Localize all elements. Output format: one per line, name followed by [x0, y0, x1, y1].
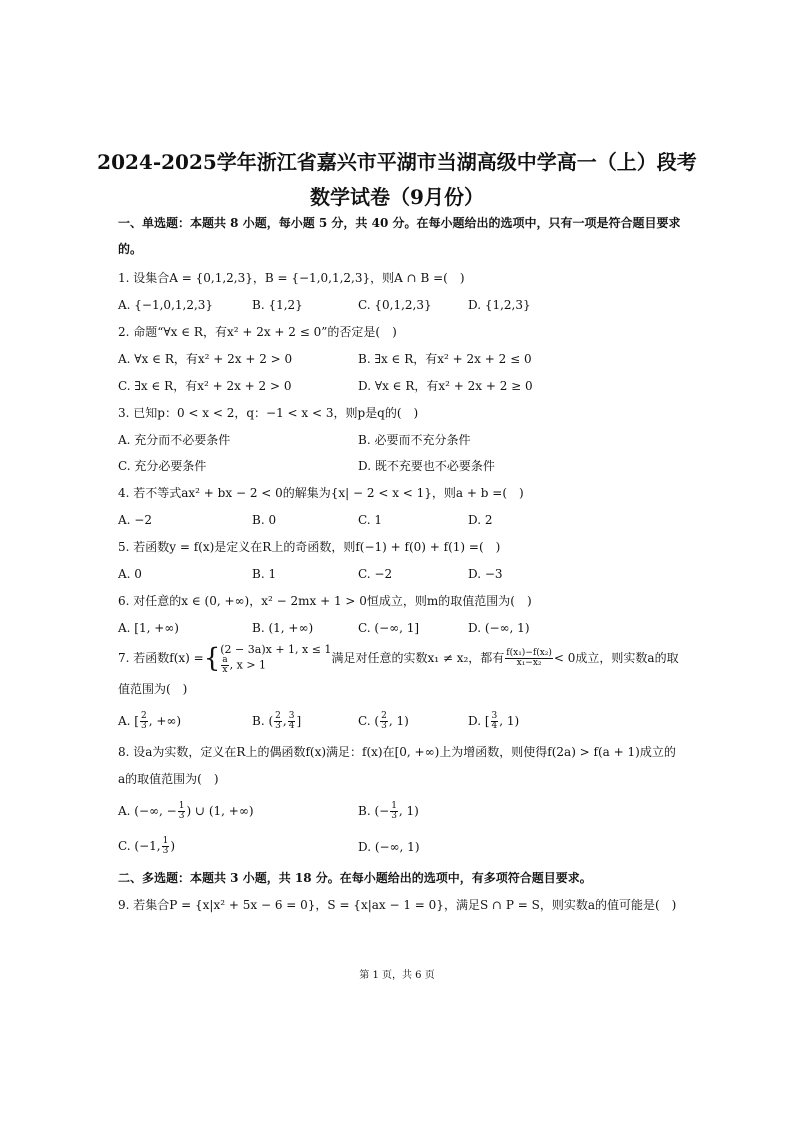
q8-a-den: 3: [178, 811, 185, 821]
q7-b-pre: B. (: [252, 714, 274, 728]
q3-option-c: C. 充分必要条件: [118, 459, 207, 473]
q7-b-den1: 3: [275, 721, 281, 731]
q8-c-num: 1: [162, 836, 169, 846]
q8-option-b: [358, 802, 419, 821]
q7-c-den: 3: [381, 721, 387, 731]
q2-option-a: A. ∀x ∈ R，有x² + 2x + 2 > 0: [118, 352, 293, 366]
q7-stem-line2: 值范围为( ): [118, 682, 188, 696]
q7-c-num: 2: [381, 711, 387, 721]
q7-b-num1: 2: [275, 711, 281, 721]
q8-a-post: ) ∪ (1, +∞): [186, 804, 254, 818]
q8-b-frac: [390, 802, 398, 821]
q7-piece2-frac: [221, 656, 228, 675]
page-footer: 第 1 页，共 6 页: [359, 970, 435, 981]
q7-stem: [118, 642, 679, 675]
page-title: 2024-2025学年浙江省嘉兴市平湖市当湖高级中学高一（上）段考: [97, 150, 697, 174]
q5-stem: 5. 若函数y = f(x)是定义在R上的奇函数，则f(−1) + f(0) + f(1) =( ): [118, 540, 501, 554]
q7-d-den: 4: [491, 721, 498, 731]
q4-option-c: C. 1: [358, 513, 383, 527]
q1-option-b: B. {1,2}: [252, 298, 303, 312]
q7-d-frac: [491, 712, 499, 731]
q7-stem-mid: 满足对任意的实数x₁ ≠ x₂，都有: [331, 651, 505, 665]
q8-c-frac: [162, 837, 170, 856]
q2-option-b: B. ∃x ∈ R，有x² + 2x + 2 ≤ 0: [358, 352, 532, 366]
q7-stem-tail: < 0成立，则实数a的取: [553, 651, 679, 665]
q7-b-post: ]: [296, 714, 302, 728]
q6-option-b: B. (1, +∞): [252, 621, 314, 635]
section1-heading: 一、单选题：本题共 8 小题，每小题 5 分，共 40 分。在每小题给出的选项中，只有一项是符合题目要求: [118, 216, 681, 230]
q7-frac-den: x₁−x₂: [516, 658, 542, 668]
q7-option-b: [252, 712, 301, 731]
q6-option-c: C. (−∞, 1]: [358, 621, 420, 635]
q7-d-pre: D. [: [468, 714, 490, 728]
q7-b-num2: 3: [288, 711, 295, 721]
q9-stem: 9. 若集合P = {x|x² + 5x − 6 = 0}，S = {x|ax − 1 = 0}，满足S ∩ P = S，则实数a的值可能是( ): [118, 898, 677, 912]
q6-stem: 6. 对任意的x ∈ (0, +∞)，x² − 2mx + 1 > 0恒成立，则m的取值范围为( ): [118, 594, 532, 608]
q8-b-den: 3: [391, 811, 397, 821]
section2-heading: 二、多选题：本题共 3 小题，共 18 分。在每小题给出的选项中，有多项符合题目要求。: [118, 871, 592, 885]
q8-option-a: [118, 802, 254, 821]
q3-option-b: B. 必要而不充分条件: [358, 433, 471, 447]
q8-b-num: 1: [391, 801, 397, 811]
q8-stem: 8. 设a为实数，定义在R上的偶函数f(x)满足：f(x)在[0, +∞)上为增函数，则使得f(2a) > f(a + 1)成立的: [118, 745, 676, 759]
q4-stem: 4. 若不等式ax² + bx − 2 < 0的解集为{x| − 2 < x < 1}，则a + b =( ): [118, 486, 524, 500]
q7-b-den2: 4: [288, 721, 295, 731]
q7-piece2-tail: , x > 1: [229, 658, 267, 671]
q7-a-den: 3: [140, 721, 147, 731]
q2-option-d: D. ∀x ∈ R，有x² + 2x + 2 ≥ 0: [358, 379, 533, 393]
q8-b-post: , 1): [398, 804, 419, 818]
q7-option-a: [118, 712, 181, 731]
q3-option-a: A. 充分而不必要条件: [118, 433, 231, 447]
q7-a-pre: A. [: [118, 714, 139, 728]
q7-brace: {: [203, 643, 221, 674]
q8-c-den: 3: [162, 846, 169, 856]
q7-c-post: , 1): [388, 714, 409, 728]
q7-piece1: (2 − 3a)x + 1, x ≤ 1: [220, 642, 332, 656]
q2-option-c: C. ∃x ∈ R，有x² + 2x + 2 > 0: [118, 379, 292, 393]
q1-option-d: D. {1,2,3}: [468, 298, 531, 312]
q4-option-a: A. −2: [118, 513, 152, 527]
q7-d-post: , 1): [499, 714, 520, 728]
q7-piecewise: [220, 643, 331, 675]
q8-stem-line2: a的取值范围为( ): [118, 772, 219, 786]
q8-option-d: D. (−∞, 1): [358, 840, 420, 854]
q7-b-frac2: [288, 712, 296, 731]
q7-b-frac1: [274, 712, 282, 731]
q4-option-d: D. 2: [468, 513, 493, 527]
q7-b-mid: ,: [282, 714, 287, 728]
q7-piece2-den: x: [222, 664, 228, 675]
q6-option-d: D. (−∞, 1): [468, 621, 530, 635]
q7-c-frac: [380, 712, 388, 731]
q3-option-d: D. 既不充要也不必要条件: [358, 459, 495, 473]
q1-option-a: A. {−1,0,1,2,3}: [118, 298, 214, 312]
q8-a-pre: A. (−∞, −: [118, 804, 177, 818]
q7-a-num: 2: [140, 711, 147, 721]
q5-option-a: A. 0: [118, 567, 142, 581]
q7-a-post: , +∞): [148, 714, 182, 728]
q1-stem: 1. 设集合A = {0,1,2,3}，B = {−1,0,1,2,3}，则A ∩ B =( ): [118, 271, 465, 285]
q7-c-pre: C. (: [358, 714, 380, 728]
q5-option-d: D. −3: [468, 567, 503, 581]
q8-a-num: 1: [178, 801, 185, 811]
q8-a-frac: [178, 802, 186, 821]
q8-option-c: [118, 837, 175, 856]
q4-option-b: B. 0: [252, 513, 277, 527]
q8-c-post: ): [170, 839, 175, 853]
q7-piece2-num: a: [222, 654, 228, 665]
q7-condition-frac: [505, 649, 553, 668]
q5-option-b: B. 1: [252, 567, 277, 581]
q7-option-d: [468, 712, 519, 731]
q8-b-pre: B. (−: [358, 804, 390, 818]
q5-option-c: C. −2: [358, 567, 393, 581]
q2-stem: 2. 命题“∀x ∈ R，有x² + 2x + 2 ≤ 0”的否定是( ): [118, 325, 397, 339]
q3-stem: 3. 已知p：0 < x < 2，q：−1 < x < 3，则p是q的( ): [118, 406, 419, 420]
q8-c-pre: C. (−1,: [118, 839, 161, 853]
q7-frac-num: f(x₁)−f(x₂): [506, 648, 552, 658]
section1-heading-cont: 的。: [118, 242, 143, 256]
q6-option-a: A. [1, +∞): [118, 621, 179, 635]
page-subtitle: 数学试卷（9月份）: [310, 185, 484, 209]
q7-stem-prefix: 7. 若函数f(x) =: [118, 651, 204, 665]
q7-a-frac: [140, 712, 148, 731]
q7-d-num: 3: [491, 711, 498, 721]
q1-option-c: C. {0,1,2,3}: [358, 298, 432, 312]
q7-option-c: [358, 712, 409, 731]
